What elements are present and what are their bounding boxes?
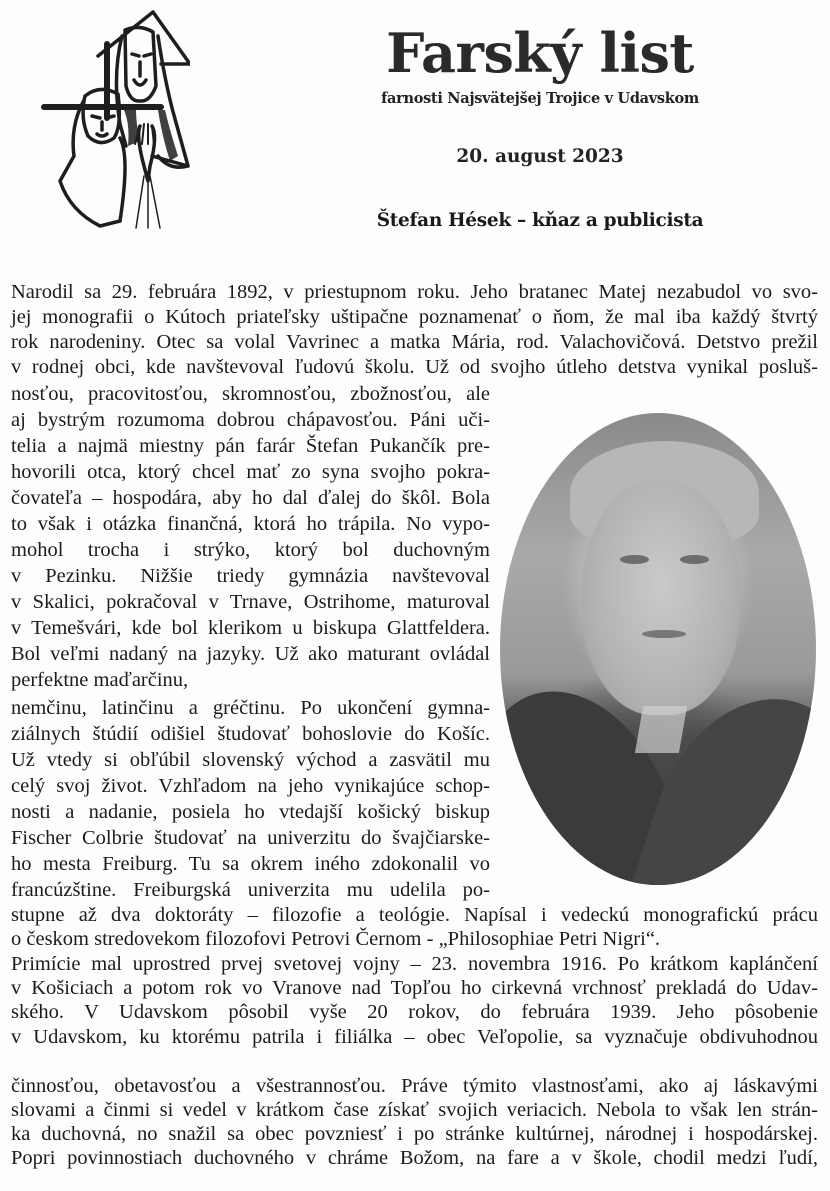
body-line: francúzštine. Freiburgská univerzita mu udelila po- xyxy=(11,879,490,901)
photo-mouth xyxy=(642,630,686,638)
body-line: v Skalici, pokračoval v Trnave, Ostrihome, maturoval xyxy=(11,591,490,613)
body-line: mohol trocha i strýko, ktorý bol duchovným xyxy=(11,539,490,561)
body-line: Primície mal uprostred prvej svetovej vojny – 23. novembra 1916. Po krátkom kaplánčení xyxy=(11,953,818,975)
portrait-photo xyxy=(500,413,816,885)
body-line: nemčinu, latinčinu a gréčtinu. Po ukončení gymna- xyxy=(11,697,490,719)
body-line: ziálnych štúdií odišiel študovať bohoslovie do Košíc. xyxy=(11,723,490,745)
newsletter-subtitle: farnosti Najsvätejšej Trojice v Udavskom xyxy=(381,90,699,107)
body-line: Popri povinnostiach duchovného v chráme Božom, na fare a v škole, chodil medzi ľudí, xyxy=(11,1147,818,1169)
body-line: čovateľa – hospodára, aby ho dal ďalej do škôl. Bola xyxy=(11,487,490,509)
body-line: celý svoj život. Vzhľadom na jeho vynikajúce schop- xyxy=(11,775,490,797)
body-line: Narodil sa 29. februára 1892, v priestupnom roku. Jeho bratanec Matej nezabudol vo svo- xyxy=(11,281,818,303)
body-line: jej monografii o Kútoch priateľsky uštipačne poznamenať o ňom, že mal iba každý štvrtý xyxy=(11,306,818,328)
trinity-logo-icon xyxy=(40,6,190,231)
body-line: ka duchovná, no snažil sa obec povzniesť i po stránke kultúrnej, národnej i hospodárskej. xyxy=(11,1123,818,1145)
body-line: telia a najmä miestny pán farár Štefan Pukančík pre- xyxy=(11,435,490,457)
body-line: slovami a činmi si vedel v krátkom čase získať svojich veriacich. Nebola to však len strán- xyxy=(11,1099,818,1121)
body-line: v Pezinku. Nižšie triedy gymnázia navštevoval xyxy=(11,565,490,587)
body-line: v Košiciach a potom rok vo Vranove nad Topľou ho cirkevná vrchnosť prekladá do Udav- xyxy=(11,977,818,999)
body-line: ho mesta Freiburg. Tu sa okrem iného zdokonalil vo xyxy=(11,853,490,875)
body-line: aj bystrým rozumoma dobrou chápavosťou. Páni uči- xyxy=(11,409,490,431)
photo-face xyxy=(582,479,740,715)
newsletter-title: Farský list xyxy=(386,21,694,85)
body-line: ského. V Udavskom pôsobil vyše 20 rokov, do februára 1939. Jeho pôsobenie xyxy=(11,1001,818,1023)
body-line: to však i otázka finančná, ktorá ho trápila. No vypo- xyxy=(11,513,490,535)
body-line: hovorili otca, ktorý chcel mať zo syna svojho pokra- xyxy=(11,461,490,483)
body-line: perfektne maďarčinu, xyxy=(11,669,189,691)
issue-date: 20. august 2023 xyxy=(456,146,624,167)
body-line: nosťou, pracovitosťou, skromnosťou, zbožnosťou, ale xyxy=(11,383,490,405)
photo-eye-left xyxy=(620,555,648,564)
body-line: Bol veľmi nadaný na jazyky. Už ako maturant ovládal xyxy=(11,643,490,665)
body-line: v Udavskom, ku ktorému patrila i filiálka – obec Veľopolie, sa vyznačuje obdivuhodnou xyxy=(11,1026,818,1048)
body-line: stupne až dva doktoráty – filozofie a teológie. Napísal i vedeckú monografickú prácu xyxy=(11,904,818,926)
body-line: v rodnej obci, kde navštevoval ľudovú školu. Už od svojho útleho detstva vynikal posluš- xyxy=(11,356,818,378)
body-line: rok narodeniny. Otec sa volal Vavrinec a matka Mária, rod. Valachovičová. Detstvo prežil xyxy=(11,331,818,353)
body-line: Už vtedy si obľúbil slovenský východ a zasvätil mu xyxy=(11,749,490,771)
body-line: o českom stredovekom filozofovi Petrovi Černom - „Philosophiae Petri Nigri“. xyxy=(11,928,661,950)
body-line: činnosťou, obetavosťou a všestrannosťou. Práve týmito vlastnosťami, ako aj láskavými xyxy=(11,1075,818,1097)
body-line: Fischer Colbrie študovať na univerzitu do švajčiarske- xyxy=(11,827,490,849)
body-line: v Temešvári, kde bol klerikom u biskupa Glattfeldera. xyxy=(11,617,490,639)
photo-eye-right xyxy=(680,555,708,564)
photo-collar xyxy=(635,706,688,753)
body-line: nosti a nadanie, posiela ho vtedajší košický biskup xyxy=(11,801,490,823)
article-title: Štefan Hések – kňaz a publicista xyxy=(376,210,704,231)
